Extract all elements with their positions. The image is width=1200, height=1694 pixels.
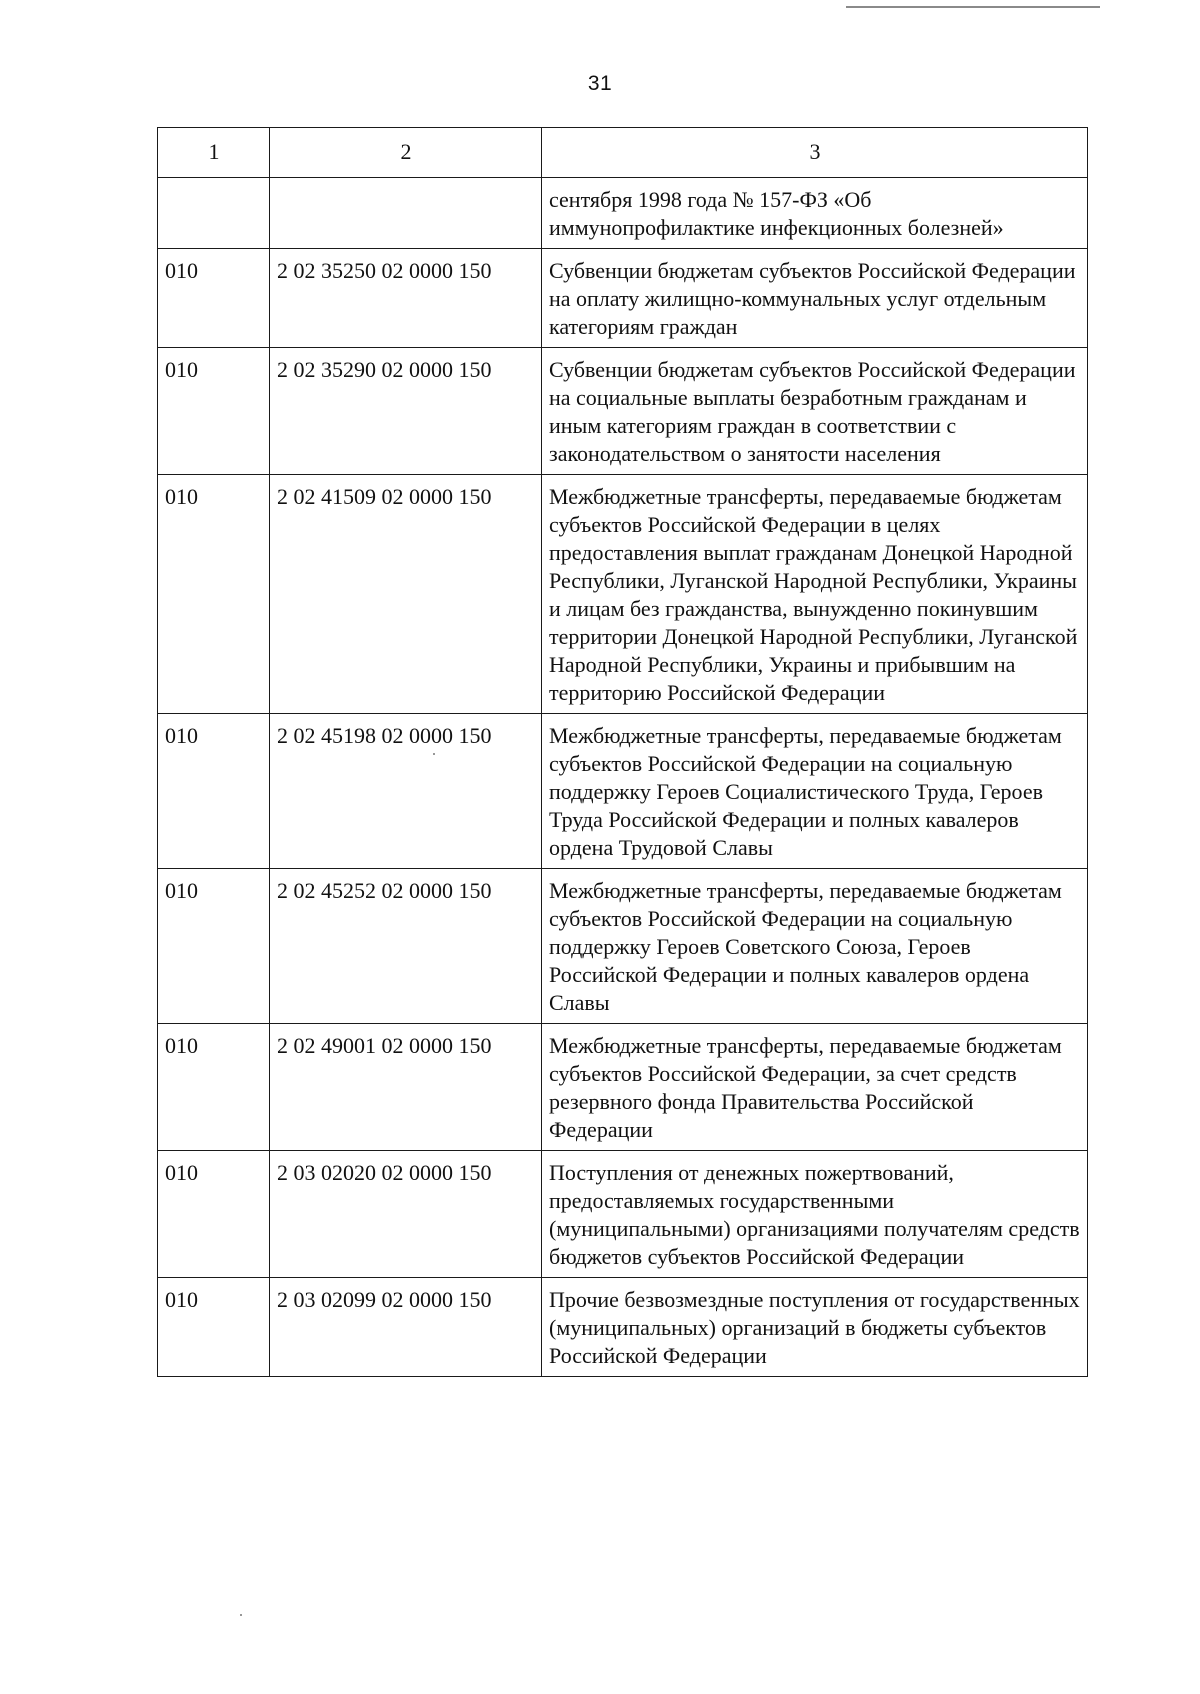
admin-code-cell: 010 [158,1151,270,1278]
admin-code-cell: 010 [158,714,270,869]
revenue-code-cell: 2 02 45252 02 0000 150 [270,869,542,1024]
scan-speck [433,753,435,755]
description-cell: Субвенции бюджетам субъектов Российской Федерации на оплату жилищно-коммунальных услуг отдельным категориям граждан [542,249,1088,348]
table-row [158,475,1088,714]
description-cell: Субвенции бюджетам субъектов Российской Федерации на социальные выплаты безработным гражданам и иным категориям граждан в соответствии с законодательством о занятости населения [542,348,1088,475]
table-header-row [158,128,1088,178]
table-row [158,178,1088,249]
table-row [158,714,1088,869]
revenue-code-cell: 2 02 49001 02 0000 150 [270,1024,542,1151]
page-number: 31 [587,72,613,95]
description-cell: Поступления от денежных пожертвований, предоставляемых государственными (муниципальными) организациями получателям средств бюджетов субъектов Российской Федерации [542,1151,1088,1278]
description-cell: Межбюджетные трансферты, передаваемые бюджетам субъектов Российской Федерации на социальную поддержку Героев Социалистического Труда, Героев Труда Российской Федерации и полных кавалеров ордена Трудовой Славы [542,714,1088,869]
revenue-code-cell: 2 02 35290 02 0000 150 [270,348,542,475]
admin-code-cell: 010 [158,249,270,348]
description-cell: Межбюджетные трансферты, передаваемые бюджетам субъектов Российской Федерации, за счет средств резервного фонда Правительства Российской Федерации [542,1024,1088,1151]
revenue-code-cell [270,178,542,249]
table-row [158,869,1088,1024]
admin-code-cell: 010 [158,869,270,1024]
top-rule [846,6,1100,8]
admin-code-cell: 010 [158,1024,270,1151]
header-col-1: 1 [158,128,270,178]
revenue-code-cell: 2 03 02099 02 0000 150 [270,1278,542,1377]
description-cell: Межбюджетные трансферты, передаваемые бюджетам субъектов Российской Федерации на социальную поддержку Героев Советского Союза, Героев Российской Федерации и полных кавалеров ордена Славы [542,869,1088,1024]
table-row [158,1151,1088,1278]
description-cell: Прочие безвозмездные поступления от государственных (муниципальных) организаций в бюджеты субъектов Российской Федерации [542,1278,1088,1377]
table-row [158,249,1088,348]
admin-code-cell: 010 [158,1278,270,1377]
description-cell: сентября 1998 года № 157-ФЗ «Об иммунопрофилактике инфекционных болезней» [542,178,1088,249]
revenue-code-cell: 2 02 41509 02 0000 150 [270,475,542,714]
description-cell: Межбюджетные трансферты, передаваемые бюджетам субъектов Российской Федерации в целях предоставления выплат гражданам Донецкой Народной Республики, Луганской Народной Республики, Украины и лицам без гражданства, вынужденно покинувшим территории Донецкой Народной Республики, Луганской Народной Республики, Украины и прибывшим на территорию Российской Федерации [542,475,1088,714]
header-col-3: 3 [542,128,1088,178]
table-row [158,348,1088,475]
revenue-code-cell: 2 02 35250 02 0000 150 [270,249,542,348]
admin-code-cell [158,178,270,249]
revenue-code-cell: 2 02 45198 02 0000 150 [270,714,542,869]
scan-speck [240,1614,242,1616]
revenue-codes-table [157,127,1088,1377]
table-row [158,1278,1088,1377]
table-row [158,1024,1088,1151]
header-col-2: 2 [270,128,542,178]
admin-code-cell: 010 [158,475,270,714]
admin-code-cell: 010 [158,348,270,475]
revenue-code-cell: 2 03 02020 02 0000 150 [270,1151,542,1278]
